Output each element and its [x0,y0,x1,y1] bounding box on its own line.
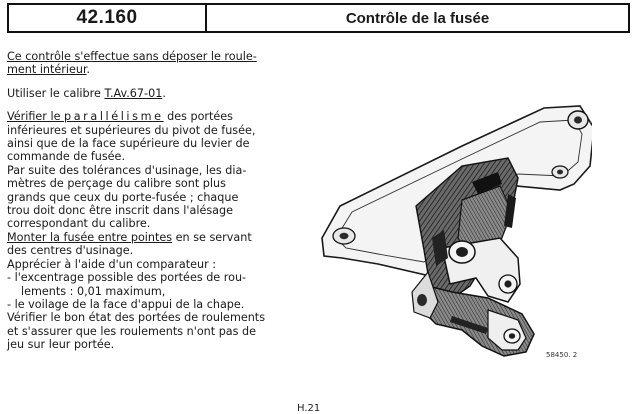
paragraph-mounting [7,231,309,258]
comparator-line-3: lements : 0,01 maximum, [21,284,166,298]
intro-line-1: Ce contrôle s'effectue sans déposer le roule- [7,50,257,63]
parallelism-line-8: correspondant du calibre. [7,217,151,231]
page-number: H.21 [297,403,321,414]
comparator-line-2: - l'excentrage possible des portées de rou- [7,271,247,285]
section-code: 42.160 [9,5,207,31]
parallelism-line-2: ainsi que de la face supérieure du levier de [7,137,250,151]
bearings-line-1: Vérifier le bon état des portées de roulements [7,311,266,325]
parallelism-line-7: trou doit donc être inscrit dans l'alésage [7,204,233,218]
mounting-line-2: des centres d'usinage. [7,244,134,258]
intro-line-2-end: . [86,63,91,77]
parallelism-line-5: mètres de perçage du calibre sont plus [7,177,226,191]
tool-suffix: . [162,86,166,100]
parallelism-word: parallélisme [64,110,164,124]
header-table [7,3,630,33]
comparator-line-1: Apprécier à l'aide d'un comparateur : [7,257,216,271]
bearings-line-2: et s'assurer que les roulements n'ont pas de [7,324,257,338]
paragraph-bearings [7,311,309,351]
mounting-underlined: Monter la fusée entre pointes [7,230,173,244]
bearings-line-3: jeu sur leur portée. [7,338,115,352]
intro-line-2: ment intérieur [7,63,87,77]
mounting-rest: en se servant [172,230,252,244]
comparator-line-4: - le voilage de la face d'appui de la chape. [7,297,245,311]
paragraph-tool [7,87,309,100]
parallelism-rest: des portées [163,110,234,124]
section-title: Contrôle de la fusée [345,9,490,27]
parallelism-line-6: grands que ceux du porte-fusée ; chaque [7,190,239,204]
parallelism-line-3: commande de fusée. [7,150,125,164]
parallelism-line-4: Par suite des tolérances d'usinage, les dia- [7,163,247,177]
paragraph-intro [7,50,309,77]
figure-reference-number: 58450. 2 [546,351,578,359]
tool-reference: T.Av.67-01 [104,86,163,100]
tool-prefix: Utiliser le calibre [7,86,105,100]
parallelism-line-1: inférieures et supérieures du pivot de fusée, [7,123,256,137]
instruction-text [7,50,309,352]
stub-axle-gauge-illustration [312,88,592,368]
paragraph-comparator [7,258,309,312]
paragraph-parallelism [7,110,309,231]
verify-label: Vérifier le [7,110,65,124]
